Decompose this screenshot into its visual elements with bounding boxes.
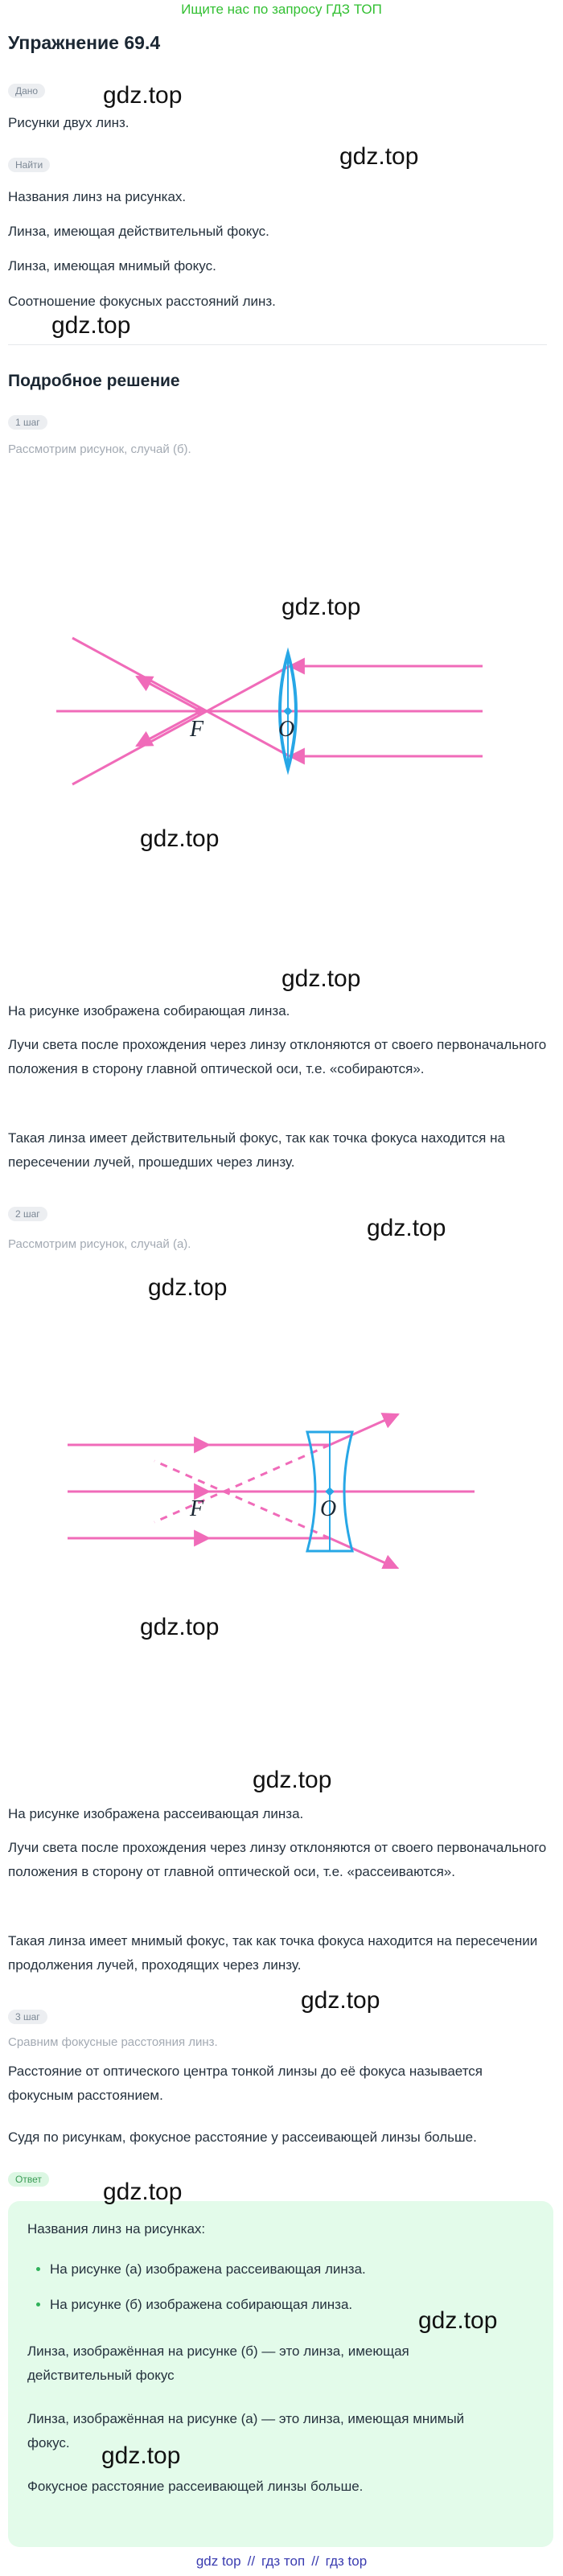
answer-text: Фокусное расстояние рассеивающей линзы больше. xyxy=(27,2479,364,2494)
ray xyxy=(72,666,290,784)
watermark: gdz.top xyxy=(301,1987,380,2014)
ray xyxy=(330,1414,398,1445)
step2-chip: 2 шаг xyxy=(8,1207,47,1221)
given-text: Рисунки двух линз. xyxy=(8,115,129,130)
step1-text: На рисунке изображена собирающая линза. xyxy=(8,1003,290,1018)
converging-lens-figure xyxy=(56,636,491,796)
answer-text: Линза, изображённая на рисунке (а) — это линза, имеющая мнимый фокус. xyxy=(27,2411,465,2450)
ray xyxy=(72,638,290,756)
watermark: gdz.top xyxy=(140,825,220,852)
divider xyxy=(8,344,547,345)
ray xyxy=(330,1538,398,1569)
step1-text: Такая линза имеет действительный фокус, так как точка фокуса находится на пересечении лучей, прошедших через линзу. xyxy=(8,1130,505,1170)
watermark: gdz.top xyxy=(282,965,361,992)
watermark: gdz.top xyxy=(140,1614,220,1640)
answer-chip: Ответ xyxy=(8,2172,49,2187)
step2-text: Такая линза имеет мнимый фокус, так как точка фокуса находится на пересечении продолжения лучей, проходящих через линзу. xyxy=(8,1933,538,1973)
step2-intro: Рассмотрим рисунок, случай (а). xyxy=(8,1237,191,1251)
find-chip: Найти xyxy=(8,158,50,172)
solution-heading: Подробное решение xyxy=(8,372,180,390)
watermark: gdz.top xyxy=(282,594,361,620)
diverging-lens-figure xyxy=(56,1408,491,1569)
step1-text: Лучи света после прохождения через линзу отклоняются от своего первоначального положения в сторону главной оптической оси, т.е. «собираются». xyxy=(8,1037,547,1076)
optical-center-marker xyxy=(283,706,292,715)
watermark: gdz.top xyxy=(418,2307,498,2334)
find-item: Названия линз на рисунках. xyxy=(8,189,187,204)
focus-marker xyxy=(194,1487,203,1496)
step1-chip: 1 шаг xyxy=(8,415,47,430)
answer-bullet: • На рисунке (а) изображена рассеивающая линза. xyxy=(50,2257,547,2282)
optical-center-marker xyxy=(325,1487,334,1496)
find-item: Линза, имеющая действительный фокус. xyxy=(8,224,269,239)
watermark: gdz.top xyxy=(367,1215,446,1241)
answer-text: Линза, изображённая на рисунке (б) — это линза, имеющая действительный фокус xyxy=(27,2344,409,2383)
ray xyxy=(137,677,201,711)
ray-extension xyxy=(154,1445,330,1522)
find-item: Соотношение фокусных расстояний линз. xyxy=(8,294,276,309)
step2-text: Лучи света после прохождения через линзу отклоняются от своего первоначального положения в сторону от главной оптической оси, т.е. «рассеиваются». xyxy=(8,1840,547,1879)
watermark: gdz.top xyxy=(101,2442,181,2469)
footer-link[interactable]: gdz top xyxy=(195,2553,241,2569)
center-label: O xyxy=(278,717,295,742)
search-banner[interactable]: Ищите нас по запросу ГДЗ ТОП xyxy=(181,2,382,17)
watermark: gdz.top xyxy=(148,1274,228,1301)
answer-heading: Названия линз на рисунках: xyxy=(27,2221,206,2237)
step1-intro: Рассмотрим рисунок, случай (б). xyxy=(8,442,191,456)
given-chip: Дано xyxy=(8,84,45,98)
watermark: gdz.top xyxy=(51,312,131,339)
step3-chip: 3 шаг xyxy=(8,2010,47,2024)
watermark: gdz.top xyxy=(339,143,419,170)
step3-text: Судя по рисункам, фокусное расстояние у рассеивающей линзы больше. xyxy=(8,2130,477,2145)
step3-intro: Сравним фокусные расстояния линз. xyxy=(8,2035,218,2049)
step2-text: На рисунке изображена рассеивающая линза. xyxy=(8,1806,304,1821)
answer-bullet: • На рисунке (б) изображена собирающая линза. xyxy=(50,2293,547,2317)
center-label: O xyxy=(320,1496,337,1521)
footer-links xyxy=(0,2553,563,2570)
step3-text: Расстояние от оптического центра тонкой линзы до её фокуса называется фокусным расстоянием. xyxy=(8,2064,483,2103)
footer-link[interactable]: гдз top xyxy=(325,2553,368,2569)
watermark: gdz.top xyxy=(103,2179,183,2205)
focus-label: F xyxy=(190,717,204,742)
watermark: gdz.top xyxy=(253,1767,332,1793)
footer-link[interactable]: гдз топ xyxy=(261,2553,306,2569)
find-item: Линза, имеющая мнимый фокус. xyxy=(8,258,216,274)
footer-separator: // xyxy=(247,2553,256,2569)
focus-label: F xyxy=(190,1496,204,1521)
footer-separator: // xyxy=(311,2553,319,2569)
watermark: gdz.top xyxy=(103,82,183,109)
ray-extension xyxy=(154,1461,330,1538)
page-title: Упражнение 69.4 xyxy=(8,32,161,53)
